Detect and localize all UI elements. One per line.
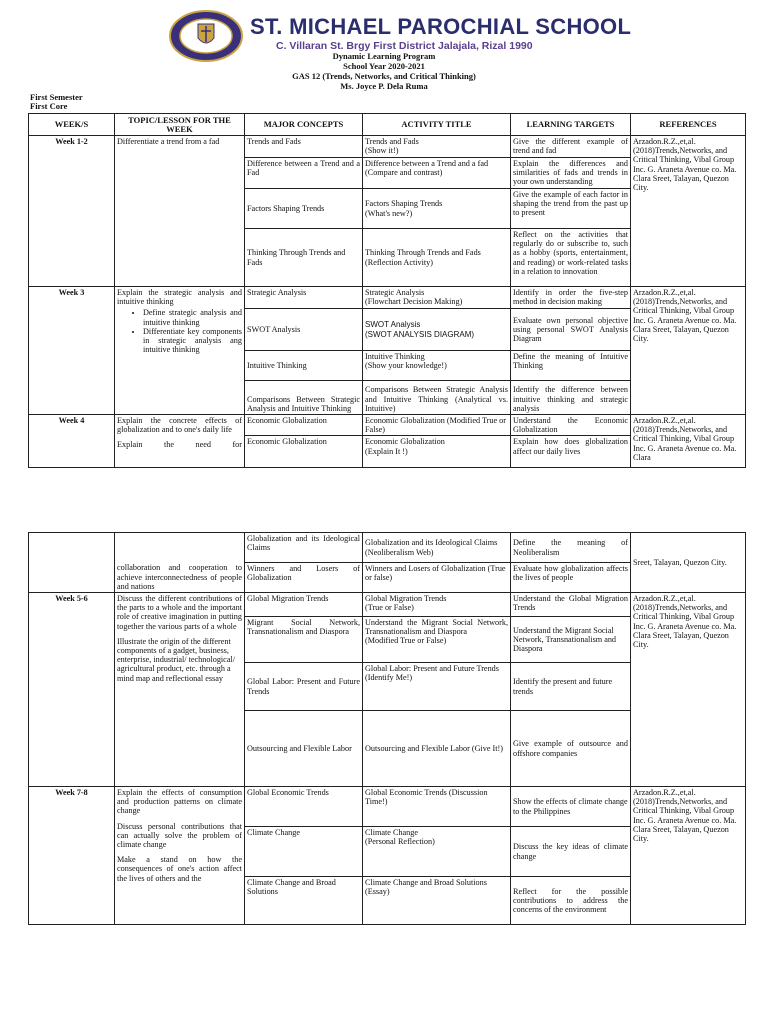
activity-cell: Winners and Losers of Globalization (True or false) [363,563,511,593]
activity-cell: Difference between a Trend and a fad (Compare and contrast) [363,158,511,189]
target-cell: Give the different example of trend and fad [511,136,631,158]
topic-cell: Differentiate a trend from a fad [115,136,245,287]
table-row [29,533,746,563]
table-row [29,136,746,158]
activity-cell: Strategic Analysis (Flowchart Decision Making) [363,287,511,309]
topic-paragraph: Explain the effects of consumption and production patterns on climate change [117,788,242,816]
concept-cell: Outsourcing and Flexible Labor [245,711,363,787]
topic-intro: Explain the strategic analysis and intuitive thinking [117,288,242,307]
week-label: Week 5-6 [29,593,115,787]
concept-cell: Climate Change and Broad Solutions [245,877,363,925]
activity-cell: Factors Shaping Trends (What's new?) [363,189,511,229]
topic-cell [115,787,245,925]
concept-cell: Factors Shaping Trends [245,189,363,229]
topic-cell [115,415,245,468]
table-header-row [29,114,746,136]
activity-cell: Global Migration Trends (True or False) [363,593,511,617]
target-cell: Evaluate own personal objective using personal SWOT Analysis Diagram [511,309,631,351]
header-topic: TOPIC/LESSON FOR THE WEEK [115,114,245,136]
concept-cell: Difference between a Trend and a Fad [245,158,363,189]
concept-cell: Thinking Through Trends and Fads [245,229,363,287]
table-row [29,593,746,617]
topic-paragraph: Discuss the different contributions of the parts to a whole and the important role of creative imagination in putting together the various parts of a whole [117,594,242,631]
concept-cell: Global Labor: Present and Future Trends [245,663,363,711]
activity-cell: Intuitive Thinking (Show your knowledge!) [363,351,511,381]
topic-cell [115,593,245,787]
header-activity: ACTIVITY TITLE [363,114,511,136]
target-cell: Define the meaning of Neoliberalism [511,533,631,563]
week-label: Week 3 [29,287,115,415]
topic-paragraph: Discuss personal contributions that can actually solve the problem of climate change [117,821,242,850]
concept-cell: Strategic Analysis [245,287,363,309]
lesson-table-part1 [28,113,746,468]
semester-label: First Semester [30,92,83,102]
target-cell: Identify the difference between intuitive thinking and strategic analysis [511,381,631,415]
target-cell: Understand the Migrant Social Network, Transnationalism and Diaspora [511,617,631,663]
topic-cell [115,287,245,415]
concept-cell: Migrant Social Network, Transnationalism and Diaspora [245,617,363,663]
target-cell: Identify in order the five-step method in decision making [511,287,631,309]
target-cell: Give example of outsource and offshore companies [511,711,631,787]
reference-cell: Arzadon.R.Z.,et,al. (2018)Trends,Networks, and Critical Thinking, Vibal Group Inc. G. Araneta Avenue co. Ma. Clara Sreet, Talayan, Quezon City. [631,136,746,287]
topic-cell: collaboration and cooperation to achieve interconnectedness of people and nations [115,533,245,593]
topic-list-item: • Differentiate key components in strategic analysis ang intuitive thinking [143,327,242,355]
reference-cell: Sreet, Talayan, Quezon City. [631,533,746,593]
concept-cell: Comparisons Between Strategic Analysis and Intuitive Thinking [245,381,363,415]
activity-cell: Global Economic Trends (Discussion Time!) [363,787,511,827]
target-cell: Understand the Economic Globalization [511,415,631,436]
topic-paragraph: Illustrate the origin of the different components of a gadget, business, enterprise, industrial/ technological/ agricultural product, etc. through a mind map and reflectional essay [117,636,235,683]
target-cell: Give the example of each factor in shaping the trend from the past up to present [511,189,631,229]
target-cell: Reflect on the activities that regularly do or subscribe to, such as a hobby (sports, entertainment, and reading) or work-related tasks in a relation to innovation [511,229,631,287]
activity-cell: Outsourcing and Flexible Labor (Give It!) [363,711,511,787]
reference-cell: Arzadon.R.Z.,et,al. (2018)Trends,Networks, and Critical Thinking, Vibal Group Inc. G. Araneta Avenue co. Ma. Clara Sreet, Talayan, Quezon City. [631,593,746,787]
header-references: REFERENCES [631,114,746,136]
week-label-continued [29,533,115,593]
concept-cell: Trends and Fads [245,136,363,158]
target-cell: Evaluate how globalization affects the lives of people [511,563,631,593]
topic-list-item: • Define strategic analysis and intuitive thinking [143,308,242,326]
header-concepts: MAJOR CONCEPTS [245,114,363,136]
concept-cell: Intuitive Thinking [245,351,363,381]
core-label: First Core [30,101,68,111]
reference-cell: Arzadon.R.Z.,et,al. (2018)Trends,Networks, and Critical Thinking, Vibal Group Inc. G. Araneta Avenue co. Ma. Clara Sreet, Talayan, Quezon City. [631,287,746,415]
topic-paragraph: Make a stand on how the consequences of one's action affect the lives of others and the [117,855,242,883]
lesson-table-part2 [28,532,746,925]
table-row [29,787,746,827]
target-cell: Discuss the key ideas of climate change [511,827,631,877]
table-row [29,415,746,436]
activity-cell: Globalization and its Ideological Claims (Neoliberalism Web) [363,533,511,563]
target-cell: Explain how does globalization affect our daily lives [511,436,631,468]
header-weeks: WEEK/S [29,114,115,136]
activity-cell: SWOT Analysis (SWOT ANALYSIS DIAGRAM) [363,309,511,351]
reference-cell: Arzadon.R.Z.,et,al. (2018)Trends,Networks, and Critical Thinking, Vibal Group Inc. G. Araneta Avenue co. Ma. Clara Sreet, Talayan, Quezon City. [631,787,746,925]
concept-cell: Global Economic Trends [245,787,363,827]
target-cell: Show the effects of climate change to the Philippines [511,787,631,827]
school-year: School Year 2020-2021 [343,61,425,71]
concept-cell: SWOT Analysis [245,309,363,351]
week-label: Week 4 [29,415,115,468]
reference-cell: Arzadon.R.Z.,et,al. (2018)Trends,Networks, and Critical Thinking, Vibal Group Inc. G. Araneta Avenue co. Ma. Clara [631,415,746,468]
activity-cell: Climate Change (Personal Reflection) [363,827,511,877]
target-cell: Reflect for the possible contributions to address the concerns of the environment [511,877,631,925]
target-cell: Define the meaning of Intuitive Thinking [511,351,631,381]
school-name: ST. MICHAEL PAROCHIAL SCHOOL [250,14,632,39]
activity-cell: Economic Globalization (Explain It !) [363,436,511,468]
target-cell: Explain the differences and similarities of fads and trends in your own understanding [511,158,631,189]
topic-paragraph: Explain the concrete effects of globalization and to one's daily life [117,416,242,435]
school-address: C. Villaran St. Brgy First District Jalajala, Rizal 1990 [276,40,533,52]
header-targets: LEARNING TARGETS [511,114,631,136]
target-cell: Understand the Global Migration Trends [511,593,631,617]
activity-cell: Trends and Fads (Show it!) [363,136,511,158]
topic-list [117,308,242,354]
topic-paragraph: Explain the need for [117,440,242,450]
activity-cell: Economic Globalization (Modified True or False) [363,415,511,436]
target-cell: Identify the present and future trends [511,663,631,711]
letterhead [0,0,768,90]
week-label: Week 7-8 [29,787,115,925]
concept-cell: Climate Change [245,827,363,877]
concept-cell: Economic Globalization [245,415,363,436]
concept-cell: Economic Globalization [245,436,363,468]
activity-cell: Thinking Through Trends and Fads (Reflection Activity) [363,229,511,287]
concept-cell: Globalization and its Ideological Claims [245,533,363,563]
activity-cell: Global Labor: Present and Future Trends (Identify Me!) [363,663,511,711]
concept-cell: Winners and Losers of Globalization [245,563,363,593]
concept-cell: Global Migration Trends [245,593,363,617]
activity-cell: Comparisons Between Strategic Analysis and Intuitive Thinking (Analytical vs. Intuitive) [363,381,511,415]
activity-cell: Climate Change and Broad Solutions (Essay) [363,877,511,925]
table-row [29,287,746,309]
activity-cell: Understand the Migrant Social Network, Transnationalism and Diaspora (Modified True or False) [363,617,511,663]
week-label: Week 1-2 [29,136,115,287]
subject-title: GAS 12 (Trends, Networks, and Critical Thinking) [292,71,476,81]
program-title: Dynamic Learning Program [332,51,436,61]
teacher-name: Ms. Joyce P. Dela Ruma [340,81,428,91]
